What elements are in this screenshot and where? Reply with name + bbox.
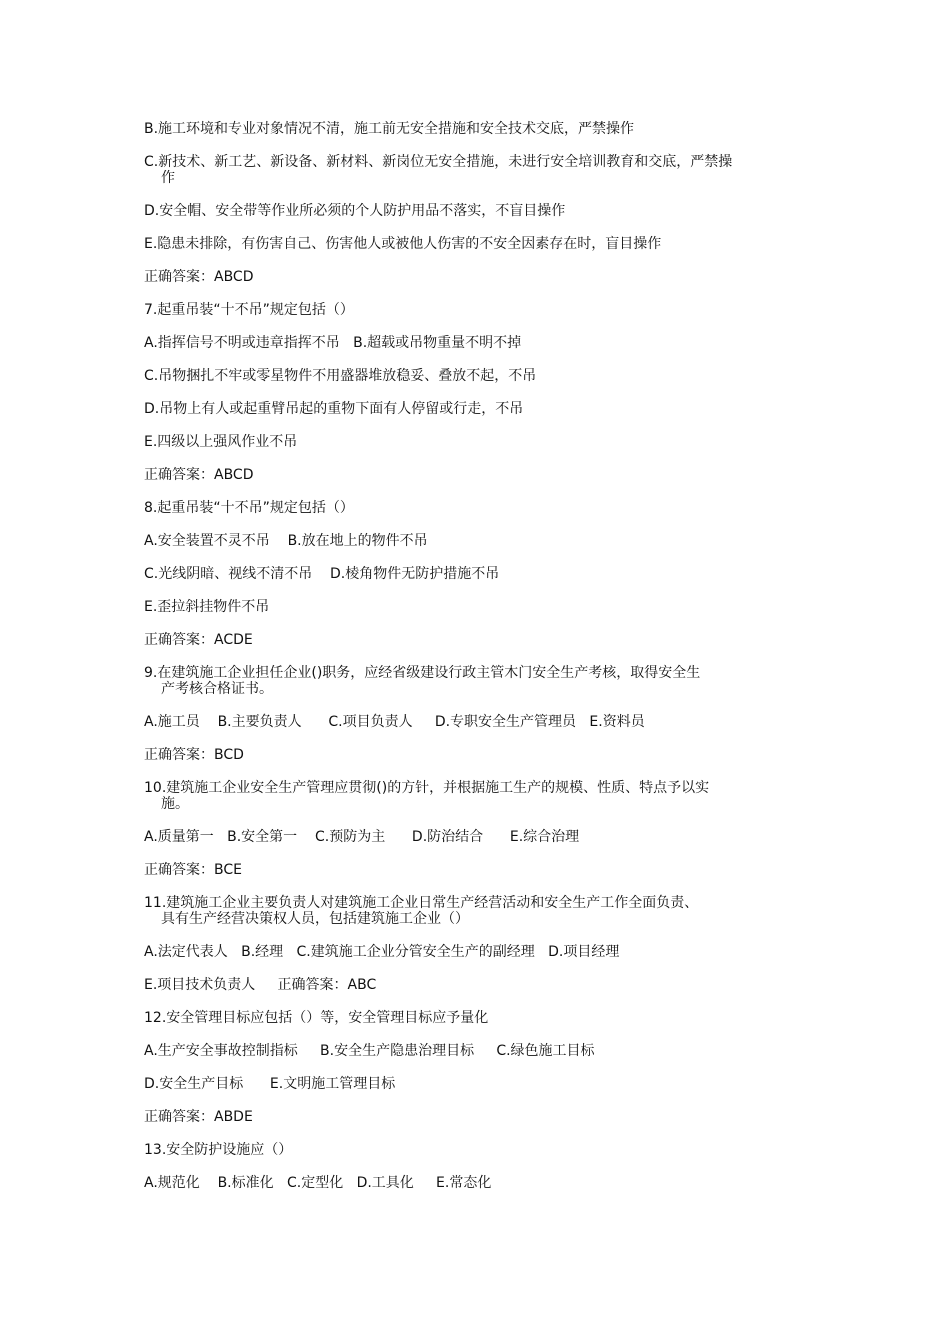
question-13: 13.安全防护设施应（） [144, 1142, 293, 1158]
question-10-text: 10.建筑施工企业安全生产管理应贯彻()的方针，并根据施工生产的规模、性质、特点予以实 [144, 780, 710, 796]
answer-q8: 正确答案：ACDE [144, 632, 253, 648]
q8-options-ab: A.安全装置不灵不吊 B.放在地上的物件不吊 [144, 533, 428, 549]
option-c-line [144, 154, 812, 186]
option-c-text: C.新技术、新工艺、新设备、新材料、新岗位无安全措施，未进行安全培训教育和交底，严禁操 [144, 154, 733, 170]
q10-options: A.质量第一 B.安全第一 C.预防为主 D.防治结合 E.综合治理 [144, 829, 580, 845]
question-11 [144, 895, 812, 927]
answer-q7: 正确答案：ABCD [144, 467, 254, 483]
question-11-text: 11.建筑施工企业主要负责人对建筑施工企业日常生产经营活动和安全生产工作全面负责、 [144, 895, 699, 911]
question-12: 12.安全管理目标应包括（）等，安全管理目标应予量化 [144, 1010, 489, 1026]
q12-options-abc: A.生产安全事故控制指标 B.安全生产隐患治理目标 C.绿色施工目标 [144, 1043, 595, 1059]
question-10 [144, 780, 812, 812]
question-9-continuation: 产考核合格证书。 [161, 681, 273, 697]
q8-option-e: E.歪拉斜挂物件不吊 [144, 599, 270, 615]
option-e-line: E.隐患未排除，有伤害自己、伤害他人或被他人伤害的不安全因素存在时，盲目操作 [144, 236, 662, 252]
q9-options: A.施工员 B.主要负责人 C.项目负责人 D.专职安全生产管理员 E.资料员 [144, 714, 645, 730]
document-page [144, 121, 812, 1208]
q13-options: A.规范化 B.标准化 C.定型化 D.工具化 E.常态化 [144, 1175, 492, 1191]
q7-options-ab: A.指挥信号不明或违章指挥不吊 B.超载或吊物重量不明不掉 [144, 335, 522, 351]
option-c-continuation: 作 [161, 170, 175, 186]
question-10-continuation: 施。 [161, 796, 189, 812]
question-9-text: 9.在建筑施工企业担任企业()职务，应经省级建设行政主管木门安全生产考核，取得安全生 [144, 665, 701, 681]
q11-options-abcd: A.法定代表人 B.经理 C.建筑施工企业分管安全生产的副经理 D.项目经理 [144, 944, 620, 960]
option-d-line: D.安全帽、安全带等作业所必须的个人防护用品不落实，不盲目操作 [144, 203, 566, 219]
answer-q10: 正确答案：BCE [144, 862, 242, 878]
q12-options-de: D.安全生产目标 E.文明施工管理目标 [144, 1076, 396, 1092]
q7-option-c: C.吊物捆扎不牢或零星物件不用盛器堆放稳妥、叠放不起，不吊 [144, 368, 537, 384]
q11-option-e-and-answer: E.项目技术负责人 正确答案：ABC [144, 977, 377, 993]
answer-q12: 正确答案：ABDE [144, 1109, 253, 1125]
question-11-continuation: 具有生产经营决策权人员，包括建筑施工企业（） [161, 911, 469, 927]
option-b-line: B.施工环境和专业对象情况不清，施工前无安全措施和安全技术交底，严禁操作 [144, 121, 635, 137]
q8-options-cd: C.光线阴暗、视线不清不吊 D.棱角物件无防护措施不吊 [144, 566, 500, 582]
answer-q9: 正确答案：BCD [144, 747, 244, 763]
question-8: 8.起重吊装“十不吊”规定包括（） [144, 500, 354, 516]
q7-option-e: E.四级以上强风作业不吊 [144, 434, 298, 450]
q7-option-d: D.吊物上有人或起重臂吊起的重物下面有人停留或行走，不吊 [144, 401, 524, 417]
question-9 [144, 665, 812, 697]
question-7: 7.起重吊装“十不吊”规定包括（） [144, 302, 354, 318]
answer-q6: 正确答案：ABCD [144, 269, 254, 285]
